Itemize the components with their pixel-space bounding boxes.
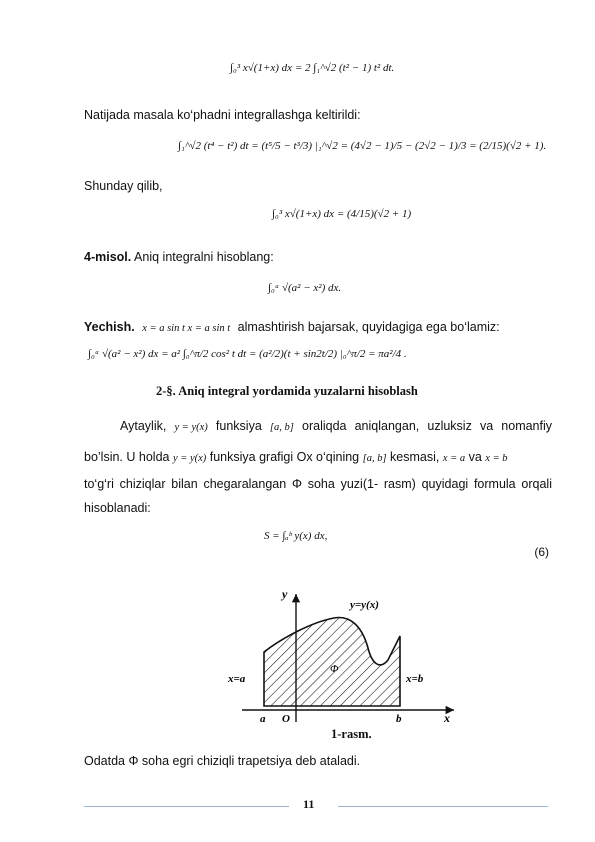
paragraph-last: Odatda Φ soha egri chiziqli trapetsiya deb ataladi. bbox=[84, 754, 361, 768]
inline-interval-ab: [a, b] bbox=[269, 422, 294, 433]
formula-polynomial: ∫₁^√2 (t⁴ − t²) dt = (t⁵/5 − t³/3) |₁^√2 = (4√2 − 1)/5 − (2√2 − 1)/3 = (2/15)(√2 + 1). bbox=[178, 140, 547, 152]
para2-text-c: kesmasi, bbox=[390, 450, 440, 464]
tick-a-label: a bbox=[260, 713, 266, 725]
footer-rule-left bbox=[84, 806, 289, 807]
line-xa-label: x=a bbox=[228, 673, 246, 685]
region-label: Φ bbox=[330, 663, 339, 675]
formula-solution: ∫₀ᵃ √(a² − x²) dx = a² ∫₀^π/2 cos² t dt = (a²/2)(t + sin2t/2) |₀^π/2 = πa²/4 . bbox=[88, 348, 407, 360]
para2-text-a: bo’lsin. U holda bbox=[84, 450, 170, 464]
figure-curvilinear-trapezoid bbox=[222, 586, 462, 726]
formula-example-integral: ∫₀ᵃ √(a² − x²) dx. bbox=[268, 282, 342, 294]
para2-text-b: funksiya grafigi Ox o‘qining bbox=[209, 450, 360, 464]
para1-text-a: Aytaylik, bbox=[120, 419, 167, 433]
paragraph-line-4: hisoblanadi: bbox=[84, 501, 151, 515]
formula-area: S = ∫ₐᵇ y(x) dx, bbox=[264, 530, 328, 542]
paragraph-line-1 bbox=[84, 415, 552, 439]
example-4-line bbox=[84, 246, 552, 268]
formula-substitution-inline: x = a sin t x = a sin t bbox=[142, 323, 231, 334]
paragraph-natija: Natijada masala ko‘phadni integrallashga keltirildi: bbox=[84, 108, 361, 122]
inline-function-y: y = y(x) bbox=[174, 422, 208, 433]
section-heading: 2-§. Aniq integral yordamida yuzalarni hisoblash bbox=[156, 384, 418, 398]
x-axis-label: x bbox=[444, 711, 450, 725]
paragraph-line-3: to‘g‘ri chiziqlar bilan chegaralangan Φ soha yuzi(1- rasm) quyidagi formula orqali bbox=[84, 477, 552, 491]
inline-line-xb: x = b bbox=[485, 453, 508, 464]
solution-text: almashtirish bajarsak, quyidagiga ega bo‘lamiz: bbox=[237, 320, 500, 334]
region-phi bbox=[264, 618, 400, 706]
formula-substitution: ∫₀³ x√(1+x) dx = 2 ∫₁^√2 (t² − 1) t² dt. bbox=[230, 62, 395, 74]
para2-text-d: va bbox=[468, 450, 482, 464]
y-axis-label: y bbox=[282, 587, 288, 601]
curve-label: y=y(x) bbox=[350, 599, 379, 611]
paragraph-shunday: Shunday qilib, bbox=[84, 179, 163, 193]
line-xb-label: x=b bbox=[406, 673, 424, 685]
inline-function-y-2: y = y(x) bbox=[172, 453, 207, 464]
origin-label: O bbox=[282, 713, 290, 725]
page-number: 11 bbox=[303, 797, 315, 811]
inline-interval-ab-2: [a, b] bbox=[362, 453, 387, 464]
figure-caption: 1-rasm. bbox=[331, 727, 372, 741]
footer-rule-right bbox=[338, 806, 548, 807]
paragraph-line-2 bbox=[84, 446, 552, 470]
tick-b-label: b bbox=[396, 713, 402, 725]
formula-result: ∫₀³ x√(1+x) dx = (4/15)(√2 + 1) bbox=[272, 208, 412, 220]
solution-label: Yechish. bbox=[84, 320, 135, 334]
para1-text-b: funksiya bbox=[215, 419, 262, 433]
para1-text-c: oraliqda aniqlangan, uzluksiz va nomanfiy bbox=[302, 419, 553, 433]
example-label: 4-misol. bbox=[84, 250, 132, 264]
solution-line bbox=[84, 316, 552, 340]
example-text: Aniq integralni hisoblang: bbox=[134, 250, 274, 264]
inline-line-xa: x = a bbox=[442, 453, 466, 464]
equation-number: (6) bbox=[534, 545, 549, 559]
